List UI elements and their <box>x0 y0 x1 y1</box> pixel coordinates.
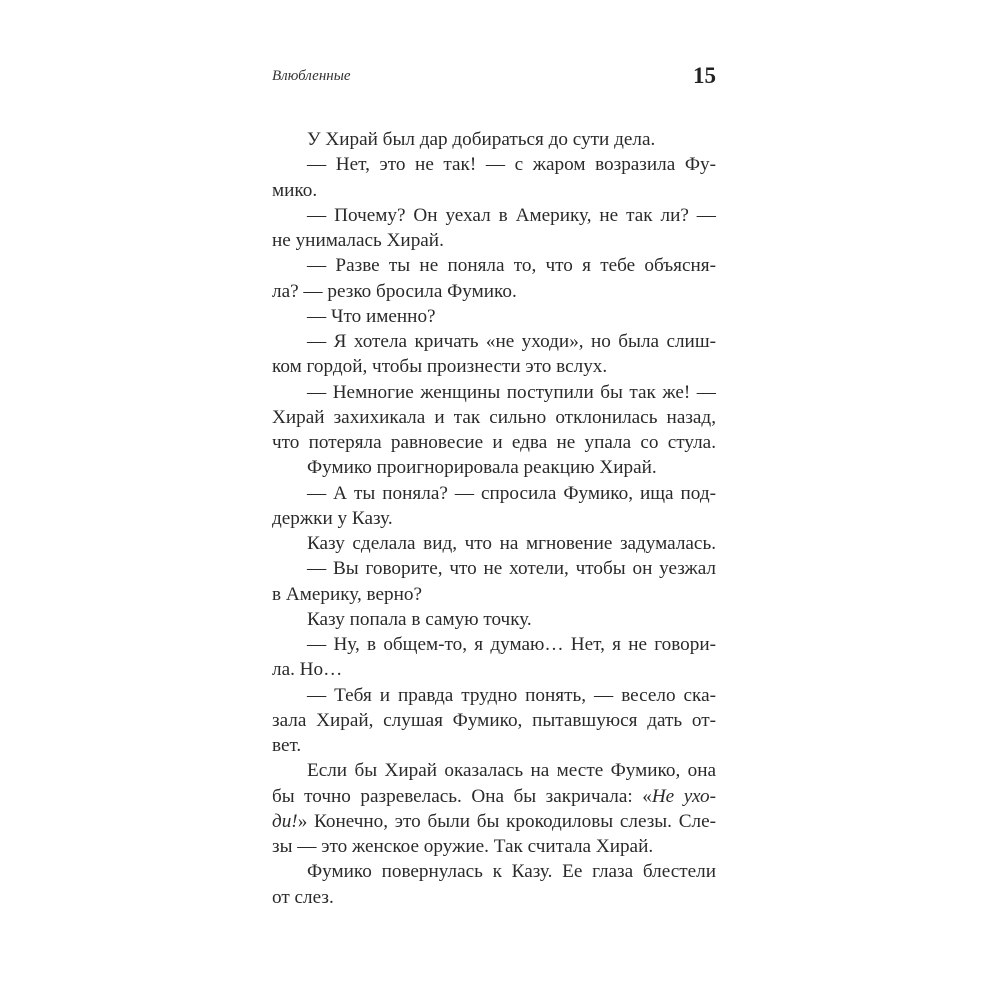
text-run: ла? — резко бросила Фумико. <box>272 280 517 302</box>
text-line <box>272 683 716 708</box>
text-run: зы — это женское оружие. Так считала Хирай. <box>272 836 654 857</box>
text-line <box>272 152 716 177</box>
text-line <box>272 607 716 632</box>
running-head-title: Влюбленные <box>272 68 351 84</box>
text-line <box>272 708 716 733</box>
text-run: бы точно разревелась. Она бы закричала: « <box>272 785 652 807</box>
text-run: Казу попала в самую точку. <box>307 608 532 630</box>
text-line <box>272 380 716 405</box>
text-line <box>272 556 716 581</box>
text-line <box>272 405 716 430</box>
text-run: — Я хотела кричать «не уходи», но была слиш- <box>307 331 716 352</box>
text-line <box>272 758 716 783</box>
text-line <box>272 203 716 228</box>
text-run: — Вы говорите, что не хотели, чтобы он уезжал <box>307 558 716 580</box>
text-line <box>272 531 716 556</box>
text-line <box>272 279 716 304</box>
text-run: У Хирай был дар добираться до сути дела. <box>307 129 656 150</box>
text-run: вет. <box>272 735 302 756</box>
body-text <box>272 127 716 910</box>
text-run: от слез. <box>272 886 334 908</box>
text-run: не унималась Хирай. <box>272 230 444 251</box>
text-line <box>272 809 716 834</box>
text-line <box>272 354 716 379</box>
text-line <box>272 885 716 910</box>
text-line <box>272 481 716 506</box>
text-run: в Америку, верно? <box>272 583 422 605</box>
text-line <box>272 506 716 531</box>
text-line <box>272 632 716 657</box>
text-run: — Ну, в общем-то, я думаю… Нет, я не говори- <box>307 634 716 655</box>
text-run: » Конечно, это были бы крокодиловы слезы. Сле- <box>297 810 716 832</box>
text-run: — Что именно? <box>307 305 436 327</box>
text-run: мико. <box>272 179 318 201</box>
text-run: — Немногие женщины поступили бы так же! — <box>307 381 716 403</box>
text-line <box>272 784 716 809</box>
text-line <box>272 657 716 682</box>
text-run: — Разве ты не поняла то, что я тебе объясня- <box>307 255 716 277</box>
text-run: — Почему? Он уехал в Америку, не так ли? — <box>307 204 716 226</box>
text-run: Казу сделала вид, что на мгновение задумалась. <box>307 533 716 554</box>
text-run: — Нет, это не так! — с жаром возразила Фу- <box>307 154 716 176</box>
text-run: Фумико повернулась к Казу. Ее глаза блестели <box>307 861 716 883</box>
text-line <box>272 127 716 152</box>
text-line <box>272 304 716 329</box>
text-line <box>272 178 716 203</box>
text-line <box>272 329 716 354</box>
text-line <box>272 834 716 859</box>
text-run: Хирай захихикала и так сильно отклонилась назад, <box>272 406 716 428</box>
italic-text: Не ухо- <box>651 785 716 807</box>
text-run: что потеряла равновесие и едва не упала со стула. <box>272 432 716 453</box>
text-run: держки у Казу. <box>272 507 393 529</box>
text-run: ла. Но… <box>272 659 343 681</box>
text-line <box>272 733 716 758</box>
text-run: Если бы Хирай оказалась на месте Фумико, она <box>307 760 716 782</box>
text-run: — А ты поняла? — спросила Фумико, ища под- <box>307 482 716 504</box>
italic-text: ди! <box>272 810 298 832</box>
text-line <box>272 430 716 455</box>
text-line <box>272 228 716 253</box>
text-line <box>272 455 716 480</box>
text-line <box>272 253 716 278</box>
text-run: — Тебя и правда трудно понять, — весело ска- <box>307 684 716 706</box>
text-run: ком гордой, чтобы произнести это вслух. <box>272 356 608 378</box>
page-number: 15 <box>693 63 716 88</box>
text-line <box>272 582 716 607</box>
text-run: зала Хирай, слушая Фумико, пытавшуюся дать от- <box>272 709 716 731</box>
text-run: Фумико проигнорировала реакцию Хирай. <box>307 457 657 479</box>
text-line <box>272 859 716 884</box>
